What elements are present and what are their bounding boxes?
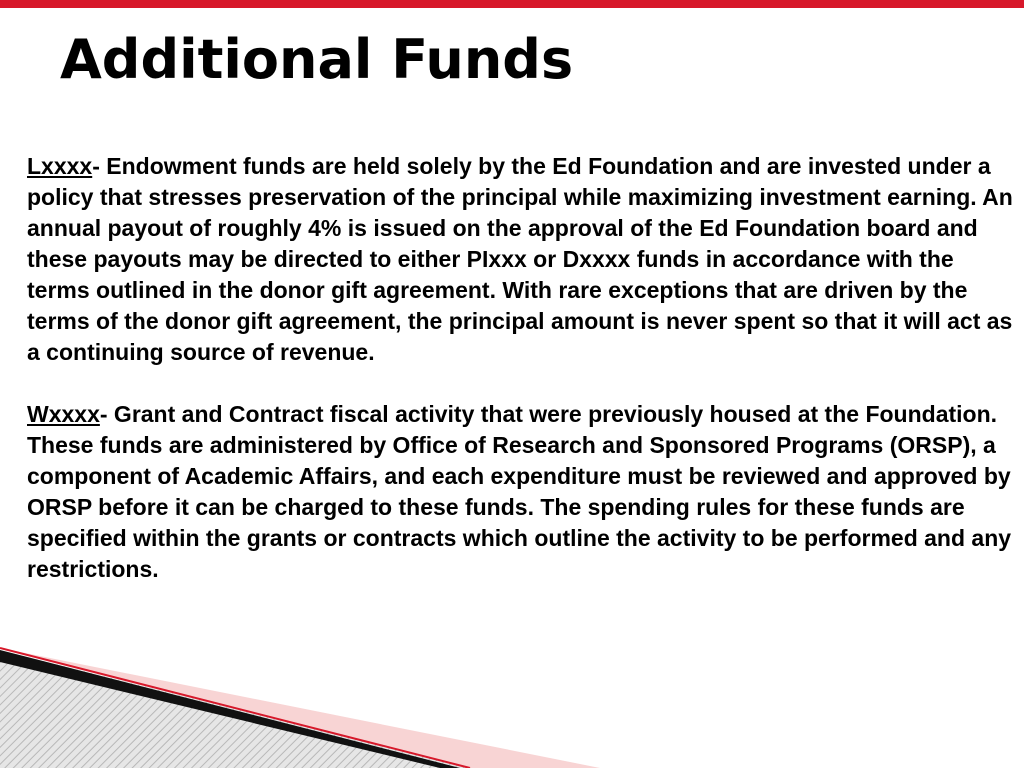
- paragraph-grants-text: - Grant and Contract fiscal activity that were previously housed at the Foundation. These funds are administered by Office of Research and Sponsored Programs (ORSP), a component of Academic Affairs, and each expenditure must be reviewed and approved by ORSP before it can be charged to these funds. The spending rules for these funds are specified within the grants or contracts which outline the activity to be performed and any restrictions.: [27, 401, 1012, 582]
- term-lxxxx: Lxxxx: [27, 153, 93, 179]
- term-wxxxx: Wxxxx: [27, 401, 100, 427]
- paragraph-endowment-text: - Endowment funds are held solely by the Ed Foundation and are invested under a policy that stresses preservation of the principal while maximizing investment earning. An annual payout of roughly 4% is issued on the approval of the Ed Foundation board and these payouts may be directed to either PIxxx or Dxxxx funds in accordance with the terms outlined in the donor gift agreement. With rare exceptions that are driven by the terms of the donor gift agreement, the principal amount is never spent so that it will act as a continuing source of revenue.: [27, 153, 1013, 365]
- slide-title: Additional Funds: [60, 28, 574, 91]
